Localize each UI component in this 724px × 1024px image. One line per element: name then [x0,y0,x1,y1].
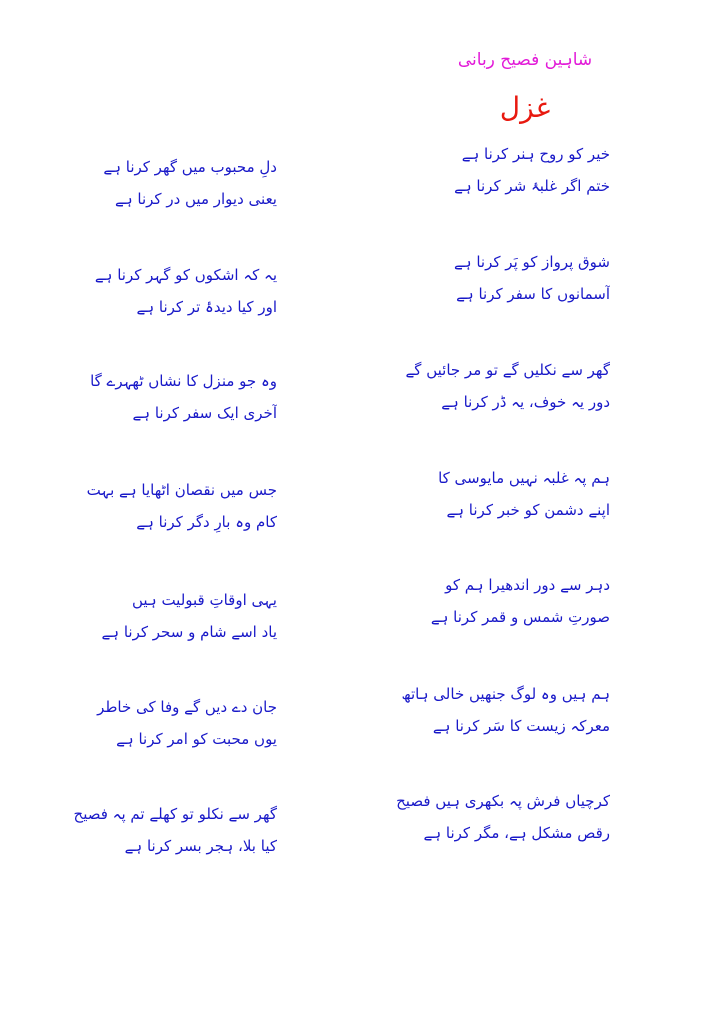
verse-line: آخری ایک سفر کرنا ہے [132,404,277,422]
verse-left-3 [37,370,277,424]
verse-line: دلِ محبوب میں گھر کرنا ہے [103,158,277,176]
verse-right-6 [370,683,610,737]
verse-left-7 [37,803,277,857]
verse-line: آسمانوں کا سفر کرنا ہے [456,285,610,303]
verse-line: یاد اسے شام و سحر کرنا ہے [101,623,277,641]
verse-line: وہ جو منزل کا نشاں ٹھہرے گا [90,372,277,390]
verse-line: دہر سے دور اندھیرا ہم کو [445,576,610,594]
verse-line: اپنے دشمن کو خبر کرنا ہے [446,501,610,519]
verse-right-5 [370,574,610,628]
verse-line: ختم اگر غلبۂ شر کرنا ہے [454,177,610,195]
verse-line: کیا بلا، ہجر بسر کرنا ہے [124,837,277,855]
verse-line: یہ کہ اشکوں کو گہر کرنا ہے [94,266,277,284]
poet-name: شاہین فصیح ربانی [457,50,593,70]
verse-line: کرچیاں فرش پہ بکھری ہیں فصیح [396,792,610,810]
verse-line: معرکہ زیست کا سَر کرنا ہے [432,717,610,735]
verse-line: ہم پہ غلبہ نہیں مایوسی کا [438,469,610,487]
verse-line: کام وہ بارِ دگر کرنا ہے [136,513,277,531]
verse-line: شوق پرواز کو پَر کرنا ہے [454,253,610,271]
verse-left-2 [37,264,277,318]
verse-line: جس میں نقصان اٹھایا ہے بہت [86,481,277,499]
verse-line: یہی اوقاتِ قبولیت ہیں [131,591,277,609]
verse-line: اور کیا دیدۂ تر کرنا ہے [136,298,277,316]
verse-right-2 [370,251,610,305]
verse-right-1 [370,143,610,197]
verse-left-4 [37,479,277,533]
verse-left-6 [37,696,277,750]
verse-line: رقص مشکل ہے، مگر کرنا ہے [423,824,610,842]
verse-line: صورتِ شمس و قمر کرنا ہے [430,608,610,626]
verse-line: ہم ہیں وہ لوگ جنھیں خالی ہاتھ [401,685,610,703]
verse-line: خیر کو روح ہنر کرنا ہے [461,145,610,163]
verse-line: گھر سے نکلیں گے تو مر جائیں گے [405,361,610,379]
verse-right-3 [370,359,610,413]
verse-left-5 [37,589,277,643]
verse-line: گھر سے نکلو تو کھلے تم پہ فصیح [73,805,277,823]
verse-line: یوں محبت کو امر کرنا ہے [116,730,277,748]
page-title: غزل [499,91,551,124]
verse-left-1 [37,156,277,210]
verse-line: جان دے دیں گے وفا کی خاطر [97,698,277,716]
verse-line: یعنی دیوار میں در کرنا ہے [115,190,277,208]
verse-right-7 [370,790,610,844]
verse-line: دور یہ خوف، یہ ڈر کرنا ہے [441,393,610,411]
verse-right-4 [370,467,610,521]
